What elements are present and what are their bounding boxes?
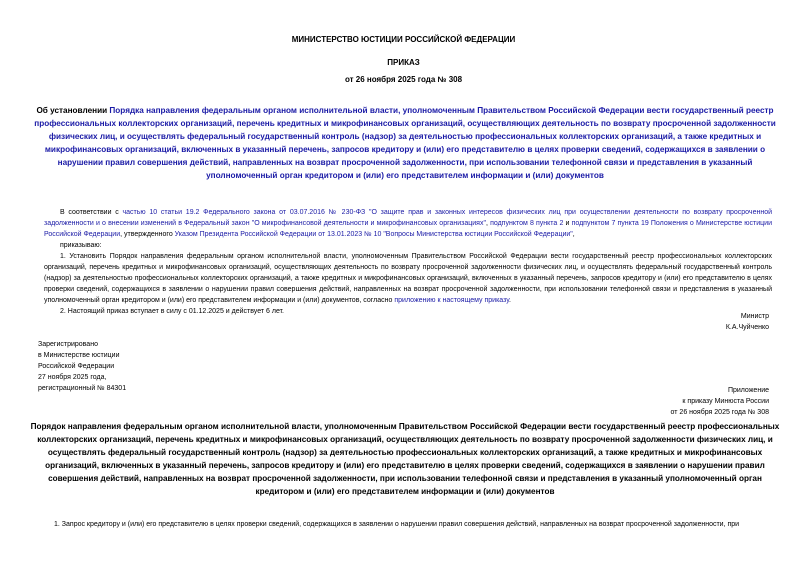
order-body bbox=[44, 207, 772, 317]
registration-line: 27 ноября 2025 года, bbox=[38, 374, 107, 381]
intro-text-4: , утвержденного bbox=[120, 231, 175, 238]
appendix-label bbox=[671, 385, 769, 418]
registration-line: Российской Федерации bbox=[38, 363, 115, 370]
appendix-point-1: 1. Запрос кредитору и (или) его представителю в целях проверки сведений, содержащихся в заявлении о нарушении правил совершения действий, направленных на возврат просроченной задолженности, при bbox=[54, 521, 740, 528]
doc-date-number: от 26 ноября 2025 года № 308 bbox=[344, 75, 463, 84]
signature-name: К.А.Чуйченко bbox=[725, 324, 769, 331]
intro-text-2: , bbox=[485, 220, 491, 227]
appendix-line: к приказу Минюста России bbox=[682, 398, 769, 405]
intro-paragraph bbox=[44, 207, 772, 240]
decree-link[interactable]: Указом Президента Российской Федерации от 13.01.2023 № 10 "Вопросы Министерства юстиции Российской Федерации" bbox=[174, 231, 573, 238]
order-word: приказываю: bbox=[60, 242, 102, 249]
doc-type: ПРИКАЗ bbox=[387, 58, 420, 67]
item-1-text: 1. Установить Порядок направления федеральным органом исполнительной власти, уполномоченным Правительством Российской Федерации вести государственный реестр профессиональных коллекторских организаций, перечень кредитных и микрофинансовых организаций, осуществляющих деятельность по возврату просроченной задолженности физических лиц, и осуществлять федеральный государственный контроль (надзор) за деятельностью профессиональных коллекторских организаций, а также кредитных и микрофинансовых организаций, включенных в указанный перечень, запросов кредитору и (или) его представителю в целях проверки сведений, содержащихся в заявлении о нарушении правил совершения действий, направленных на возврат просроченной задолженности, при использовании телефонной связи и представления в указанный уполномоченный орган кредитором и (или) его представителем информации и (или) документов, согласно bbox=[44, 253, 772, 304]
item-1-end: . bbox=[509, 297, 511, 304]
signature-title: Министр bbox=[740, 313, 769, 320]
appendix-line: от 26 ноября 2025 года № 308 bbox=[670, 409, 769, 416]
subpoint-8-link[interactable]: подпунктом 8 пункта 2 bbox=[490, 220, 564, 227]
regulation-link[interactable]: подпунктом 7 пункта 19 Положения о Министерстве юстиции Российской Федерации bbox=[44, 220, 772, 238]
registration-block bbox=[38, 339, 126, 394]
appendix-link[interactable]: приложению к настоящему приказу bbox=[394, 297, 510, 304]
item-1 bbox=[44, 251, 772, 306]
intro-text-5: , bbox=[572, 231, 575, 238]
ministry-title: МИНИСТЕРСТВО ЮСТИЦИИ РОССИЙСКОЙ ФЕДЕРАЦИИ bbox=[291, 35, 516, 44]
registration-line: регистрационный № 84301 bbox=[38, 385, 127, 392]
heading-link[interactable]: Порядка направления федеральным органом исполнительной власти, уполномоченным Правительством Российской Федерации вести государственный реестр профессиональных коллекторских организаций, перечень кредитных и микрофинансовых организаций, осуществляющих деятельность по возврату просроченной задолженности физических лиц, и осуществлять федеральный государственный контроль (надзор) за деятельностью профессиональных коллекторских организаций, а также кредитных и микрофинансовых организаций, включенных в указанный перечень, запросов кредитору и (или) его представителю в целях проверки сведений, содержащихся в заявлении о нарушении правил совершения действий, направленных на возврат просроченной задолженности, при использовании телефонной связи и представления в указанный уполномоченный орган кредитором и (или) его представителем информации и (или) документов bbox=[34, 106, 776, 180]
signature-block bbox=[726, 311, 769, 333]
intro-text-3: и bbox=[563, 220, 572, 227]
appendix-heading: Порядок направления федеральным органом исполнительной власти, уполномоченным Правительством Российской Федерации вести государственный реестр профессиональных коллекторских организаций, перечень кредитных и микрофинансовых организаций, осуществляющих деятельность по возврату просроченной задолженности физических лиц, и осуществлять федеральный государственный контроль (надзор) за деятельностью профессиональных коллекторских организаций, а также кредитных и микрофинансовых организаций, включенных в указанный перечень, запросов кредитору и (или) его представителю в целях проверки сведений, содержащихся в заявлении о нарушении правил совершения действий, направленных на возврат просроченной задолженности, при использовании телефонной связи и представления в указанный уполномоченный орган кредитором и (или) его представителем информации и (или) документов bbox=[30, 422, 780, 496]
law-230-link[interactable]: частью 10 статьи 19.2 Федерального закона от 03.07.2016 № 230-ФЗ "О защите прав и законных интересов физических лиц при осуществлении деятельности по возврату просроченной задолженности и о внесении изменений в Федеральный закон "О микрофинансовой деятельности и микрофинансовых организациях" bbox=[44, 209, 772, 227]
registration-line: в Министерстве юстиции bbox=[38, 352, 120, 359]
registration-line: Зарегистрировано bbox=[38, 341, 98, 348]
appendix-line: Приложение bbox=[727, 387, 769, 394]
item-2: 2. Настоящий приказ вступает в силу с 01.12.2025 и действует 6 лет. bbox=[60, 308, 284, 315]
order-heading bbox=[30, 104, 780, 182]
heading-prefix: Об установлении bbox=[36, 106, 110, 115]
intro-text-1: В соответствии с bbox=[60, 209, 123, 216]
